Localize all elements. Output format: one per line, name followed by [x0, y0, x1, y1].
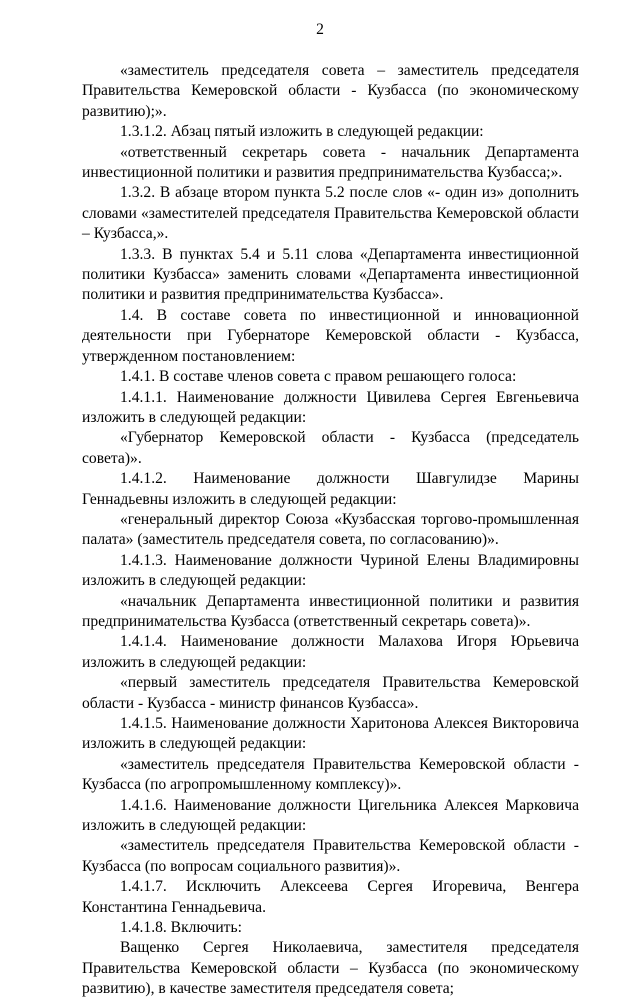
paragraph: 1.4.1. В составе членов совета с правом решающего голоса:	[120, 368, 517, 386]
paragraph: «заместитель председателя совета – заместитель председателя Правительства Кемеровской области - Кузбасса (по экономическому развитию);».	[82, 62, 579, 120]
paragraph: «генеральный директор Союза «Кузбасская торгово-промышленная палата» (заместитель председателя совета, по согласованию)».	[82, 510, 579, 549]
paragraph: 1.4. В составе совета по инвестиционной и инновационной деятельности при Губернаторе Кемеровской области - Кузбасса, утвержденном постановлением:	[82, 306, 579, 365]
paragraph: «ответственный секретарь совета - начальник Департамента инвестиционной политики и развития предпринимательства Кузбасса;».	[82, 143, 579, 182]
paragraph: 1.4.1.2. Наименование должности Шавгулидзе Марины Геннадьевны изложить в следующей редакции:	[82, 470, 579, 508]
paragraph: 1.3.3. В пунктах 5.4 и 5.11 слова «Департамента инвестиционной политики Кузбасса» заменить словами «Департамента инвестиционной политики и развития предпринимательства Кузбасса».	[82, 245, 579, 304]
paragraph: 1.3.1.2. Абзац пятый изложить в следующей редакции:	[120, 123, 484, 141]
paragraph: 1.4.1.8. Включить:	[120, 919, 242, 937]
paragraph: 1.4.1.4. Наименование должности Малахова Игоря Юрьевича изложить в следующей редакции:	[82, 633, 579, 671]
paragraph: 1.4.1.1. Наименование должности Цивилева Сергея Евгеньевича изложить в следующей редакции:	[82, 388, 579, 426]
paragraph: «первый заместитель председателя Правительства Кемеровской области - Кузбасса - министр финансов Кузбасса».	[82, 674, 579, 712]
paragraph: 1.4.1.6. Наименование должности Цигельника Алексея Марковича изложить в следующей редакции:	[82, 796, 579, 835]
paragraph: 1.3.2. В абзаце втором пункта 5.2 после слов «- один из» дополнить словами «заместителей председателя Правительства Кемеровской области – Кузбасса,».	[82, 184, 579, 243]
paragraph: Ващенко Сергея Николаевича, заместителя председателя Правительства Кемеровской области – Кузбасса (по экономическому развитию), в качестве заместителя председателя совета;	[82, 939, 579, 998]
paragraph: «заместитель председателя Правительства Кемеровской области - Кузбасса (по вопросам социального развития)».	[82, 837, 579, 875]
document-body	[82, 61, 579, 1000]
paragraph: 1.4.1.5. Наименование должности Харитонова Алексея Викторовича изложить в следующей редакции:	[82, 715, 579, 753]
paragraph: «заместитель председателя Правительства Кемеровской области - Кузбасса (по агропромышленному комплексу)».	[82, 755, 579, 794]
paragraph: «Губернатор Кемеровской области - Кузбасса (председатель совета)».	[82, 429, 579, 467]
page-number: 2	[316, 21, 324, 38]
paragraph: 1.4.1.7. Исключить Алексеева Сергея Игоревича, Венгера Константина Геннадьевича.	[82, 878, 579, 916]
paragraph: «начальник Департамента инвестиционной политики и развития предпринимательства Кузбасса (ответственный секретарь совета)».	[82, 592, 579, 630]
paragraph: 1.4.1.3. Наименование должности Чуриной Елены Владимировны изложить в следующей редакции:	[82, 551, 579, 590]
